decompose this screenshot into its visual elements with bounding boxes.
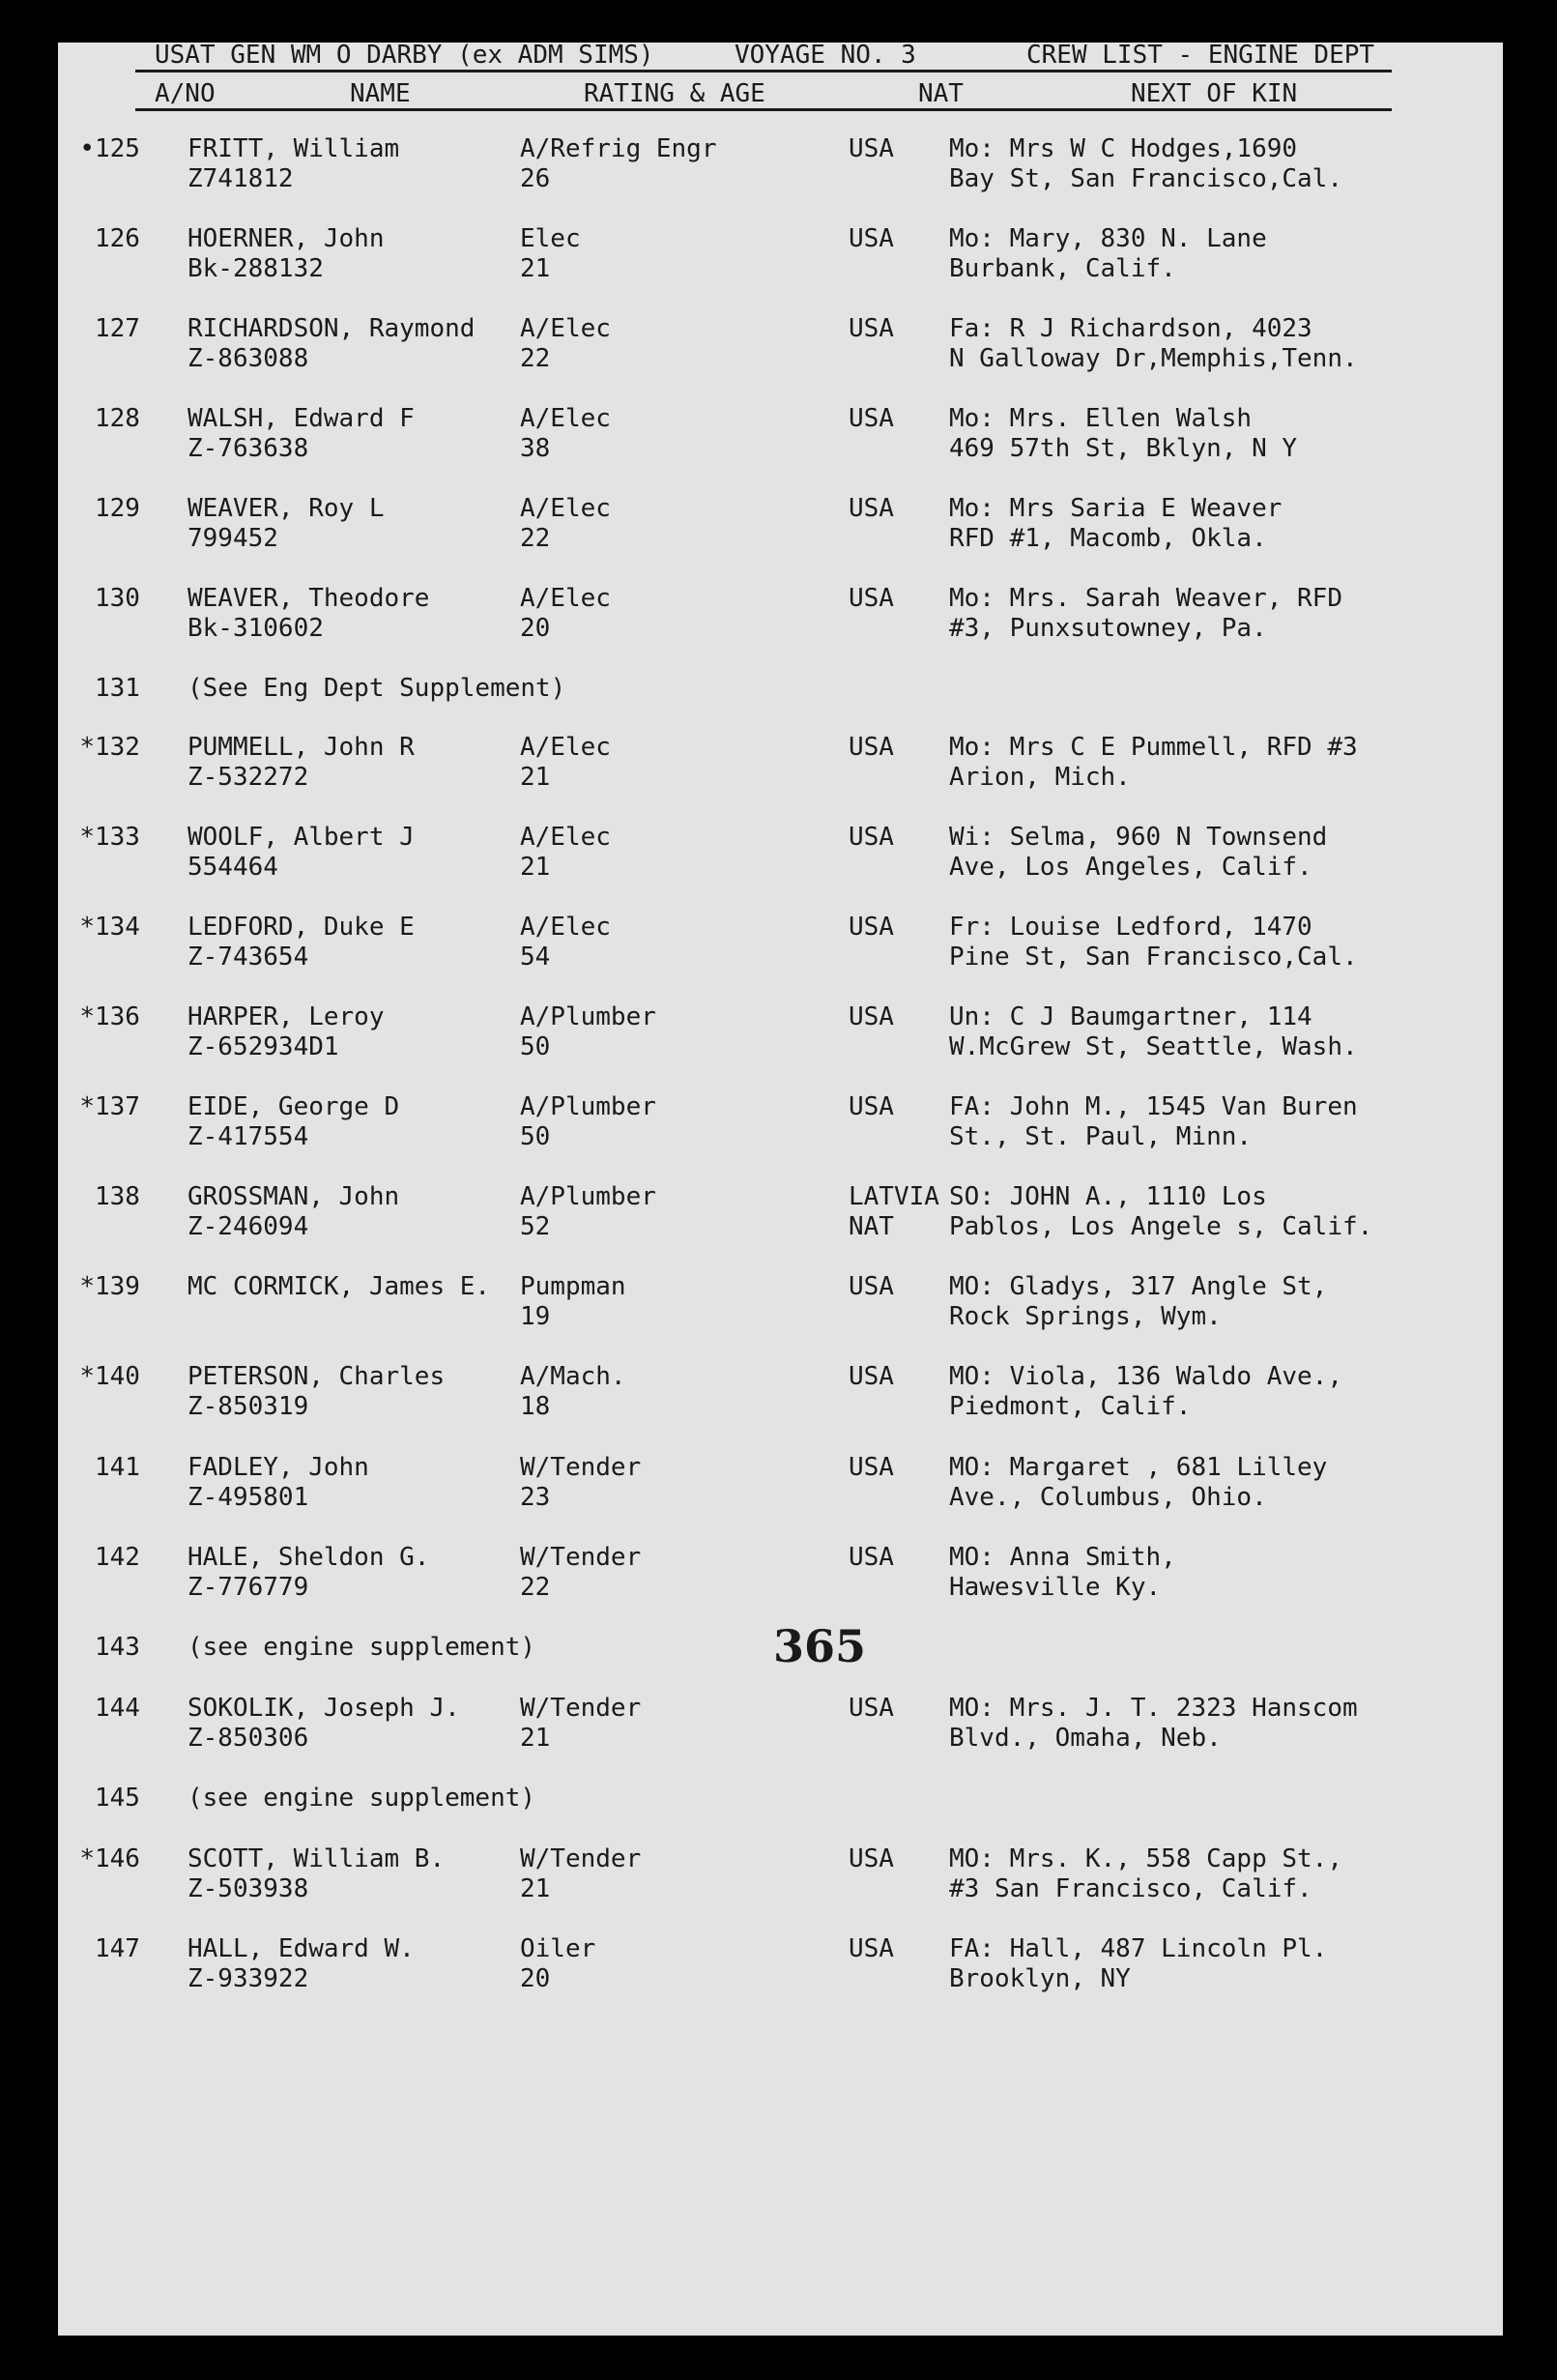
crew-nationality: USA <box>849 1002 894 1031</box>
crew-id: Z-495801 <box>187 1483 309 1512</box>
crew-number: 127 <box>95 314 140 343</box>
crew-number: 134 <box>95 913 140 942</box>
next-of-kin-line-1: FA: John M., 1545 Van Buren <box>949 1092 1358 1121</box>
crew-row <box>0 404 1557 464</box>
crew-number: 143 <box>95 1633 140 1662</box>
crew-name: LEDFORD, Duke E <box>187 913 415 942</box>
row-marker: * <box>79 733 95 762</box>
crew-id: Bk-310602 <box>187 614 324 643</box>
crew-id: Bk-288132 <box>187 254 324 283</box>
crew-row <box>0 1272 1557 1332</box>
crew-id: 799452 <box>187 524 278 553</box>
crew-number: 145 <box>95 1784 140 1813</box>
crew-name: WOOLF, Albert J <box>187 823 415 852</box>
crew-number: 126 <box>95 224 140 253</box>
next-of-kin-line-2: Ave., Columbus, Ohio. <box>949 1483 1267 1512</box>
crew-nationality: USA <box>849 134 894 163</box>
crew-id: Z-652934D1 <box>187 1032 339 1061</box>
next-of-kin-line-1: SO: JOHN A., 1110 Los <box>949 1182 1267 1211</box>
crew-rating: A/Elec <box>520 584 611 613</box>
crew-age: 20 <box>520 614 551 643</box>
next-of-kin-line-2: Rock Springs, Wym. <box>949 1302 1222 1331</box>
crew-rating: A/Plumber <box>520 1182 656 1211</box>
crew-name: SCOTT, William B. <box>187 1844 446 1873</box>
crew-number: 144 <box>95 1694 140 1723</box>
next-of-kin-line-2: Piedmont, Calif. <box>949 1392 1192 1421</box>
next-of-kin-line-1: MO: Viola, 136 Waldo Ave., <box>949 1362 1342 1391</box>
crew-number: 142 <box>95 1543 140 1572</box>
crew-rating: A/Refrig Engr <box>520 134 717 163</box>
crew-nationality: USA <box>849 314 894 343</box>
crew-rating: A/Elec <box>520 823 611 852</box>
row-marker: * <box>79 913 95 942</box>
list-title: CREW LIST - ENGINE DEPT <box>1026 41 1375 70</box>
crew-name: MC CORMICK, James E. <box>187 1272 491 1301</box>
crew-nationality: USA <box>849 494 894 523</box>
crew-number: 133 <box>95 823 140 852</box>
crew-nationality-note: NAT <box>849 1212 894 1241</box>
crew-name: EIDE, George D <box>187 1092 400 1121</box>
crew-age: 54 <box>520 943 551 972</box>
crew-number: 138 <box>95 1182 140 1211</box>
crew-row <box>0 1784 1557 1843</box>
crew-name: WALSH, Edward F <box>187 404 415 433</box>
crew-nationality: USA <box>849 1092 894 1121</box>
crew-row <box>0 913 1557 972</box>
crew-row <box>0 1002 1557 1062</box>
crew-age: 52 <box>520 1212 551 1241</box>
next-of-kin-line-2: Arion, Mich. <box>949 763 1131 792</box>
crew-number: 140 <box>95 1362 140 1391</box>
next-of-kin-line-2: St., St. Paul, Minn. <box>949 1122 1253 1151</box>
voyage-number: VOYAGE NO. 3 <box>735 41 916 70</box>
row-marker: * <box>79 1844 95 1873</box>
crew-id: Z-503938 <box>187 1874 309 1903</box>
crew-row <box>0 823 1557 883</box>
crew-age: 21 <box>520 1874 551 1903</box>
col-no: A/NO <box>155 79 216 108</box>
crew-name: SOKOLIK, Joseph J. <box>187 1694 460 1723</box>
crew-row <box>0 1092 1557 1152</box>
col-kin: NEXT OF KIN <box>1131 79 1298 108</box>
crew-rating: W/Tender <box>520 1844 642 1873</box>
crew-nationality: USA <box>849 1844 894 1873</box>
next-of-kin-line-1: MO: Anna Smith, <box>949 1543 1176 1572</box>
next-of-kin-line-1: FA: Hall, 487 Lincoln Pl. <box>949 1934 1328 1963</box>
crew-row <box>0 1694 1557 1754</box>
crew-id: Z741812 <box>187 164 294 193</box>
crew-id: Z-743654 <box>187 943 309 972</box>
crew-name: HALE, Sheldon G. <box>187 1543 430 1572</box>
crew-id: Z-850319 <box>187 1392 309 1421</box>
crew-age: 26 <box>520 164 551 193</box>
next-of-kin-line-1: Mo: Mrs C E Pummell, RFD #3 <box>949 733 1358 762</box>
crew-number: 141 <box>95 1453 140 1482</box>
crew-age: 22 <box>520 344 551 373</box>
next-of-kin-line-1: MO: Mrs. K., 558 Capp St., <box>949 1844 1342 1873</box>
next-of-kin-line-1: Fa: R J Richardson, 4023 <box>949 314 1312 343</box>
next-of-kin-line-2: Pablos, Los Angele s, Calif. <box>949 1212 1373 1241</box>
row-marker: * <box>79 1092 95 1121</box>
crew-id: Z-776779 <box>187 1573 309 1602</box>
crew-rating: A/Plumber <box>520 1092 656 1121</box>
crew-row <box>0 1453 1557 1513</box>
next-of-kin-line-1: Mo: Mrs W C Hodges,1690 <box>949 134 1298 163</box>
next-of-kin-line-2: #3, Punxsutowney, Pa. <box>949 614 1267 643</box>
col-nat: NAT <box>918 79 964 108</box>
crew-age: 21 <box>520 763 551 792</box>
crew-age: 22 <box>520 1573 551 1602</box>
row-marker: * <box>79 823 95 852</box>
row-marker: * <box>79 1362 95 1391</box>
crew-nationality: USA <box>849 1453 894 1482</box>
crew-number: 128 <box>95 404 140 433</box>
crew-rating: W/Tender <box>520 1453 642 1482</box>
next-of-kin-line-2: #3 San Francisco, Calif. <box>949 1874 1312 1903</box>
next-of-kin-line-1: MO: Mrs. J. T. 2323 Hanscom <box>949 1694 1358 1723</box>
next-of-kin-line-1: MO: Gladys, 317 Angle St, <box>949 1272 1328 1301</box>
crew-age: 38 <box>520 434 551 463</box>
crew-nationality: USA <box>849 913 894 942</box>
crew-name: GROSSMAN, John <box>187 1182 400 1211</box>
crew-age: 20 <box>520 1964 551 1993</box>
crew-row <box>0 134 1557 194</box>
crew-name: HOERNER, John <box>187 224 385 253</box>
next-of-kin-line-1: Mo: Mrs Saria E Weaver <box>949 494 1283 523</box>
crew-age: 23 <box>520 1483 551 1512</box>
crew-nationality: USA <box>849 404 894 433</box>
crew-number: 136 <box>95 1002 140 1031</box>
crew-rating: Pumpman <box>520 1272 626 1301</box>
crew-row <box>0 733 1557 793</box>
crew-rating: W/Tender <box>520 1694 642 1723</box>
crew-rating: A/Mach. <box>520 1362 626 1391</box>
crew-name: WEAVER, Roy L <box>187 494 385 523</box>
crew-row <box>0 1543 1557 1603</box>
crew-nationality: USA <box>849 224 894 253</box>
crew-rating: A/Elec <box>520 733 611 762</box>
crew-id: Z-850306 <box>187 1724 309 1753</box>
row-marker: * <box>79 1272 95 1301</box>
crew-rating: A/Elec <box>520 404 611 433</box>
crew-name: HALL, Edward W. <box>187 1934 415 1963</box>
crew-nationality: USA <box>849 584 894 613</box>
next-of-kin-line-2: Blvd., Omaha, Neb. <box>949 1724 1222 1753</box>
crew-name: FRITT, William <box>187 134 400 163</box>
crew-rating: A/Elec <box>520 494 611 523</box>
crew-nationality: LATVIA <box>849 1182 939 1211</box>
crew-nationality: USA <box>849 1543 894 1572</box>
crew-nationality: USA <box>849 1272 894 1301</box>
col-name: NAME <box>350 79 411 108</box>
crew-age: 50 <box>520 1032 551 1061</box>
crew-age: 21 <box>520 1724 551 1753</box>
crew-age: 18 <box>520 1392 551 1421</box>
crew-age: 21 <box>520 853 551 882</box>
crew-number: 129 <box>95 494 140 523</box>
next-of-kin-line-1: Mo: Mary, 830 N. Lane <box>949 224 1267 253</box>
crew-nationality: USA <box>849 1362 894 1391</box>
crew-row <box>0 1934 1557 1994</box>
row-marker: * <box>79 1002 95 1031</box>
page-number: 365 <box>773 1620 867 1672</box>
next-of-kin-line-1: Mo: Mrs. Ellen Walsh <box>949 404 1253 433</box>
crew-number: 125 <box>95 134 140 163</box>
crew-row <box>0 224 1557 284</box>
crew-rating: Elec <box>520 224 581 253</box>
crew-nationality: USA <box>849 1934 894 1963</box>
crew-id: Z-246094 <box>187 1212 309 1241</box>
next-of-kin-line-2: Pine St, San Francisco,Cal. <box>949 943 1358 972</box>
next-of-kin-line-2: Hawesville Ky. <box>949 1573 1162 1602</box>
next-of-kin-line-2: N Galloway Dr,Memphis,Tenn. <box>949 344 1358 373</box>
crew-rating: A/Elec <box>520 314 611 343</box>
crew-nationality: USA <box>849 823 894 852</box>
crew-age: 21 <box>520 254 551 283</box>
crew-id: Z-933922 <box>187 1964 309 1993</box>
crew-row <box>0 1182 1557 1242</box>
crew-name: FADLEY, John <box>187 1453 369 1482</box>
crew-number: 146 <box>95 1844 140 1873</box>
crew-number: 131 <box>95 674 140 703</box>
crew-rating: W/Tender <box>520 1543 642 1572</box>
crew-id: Z-532272 <box>187 763 309 792</box>
next-of-kin-line-2: Ave, Los Angeles, Calif. <box>949 853 1312 882</box>
crew-name: (See Eng Dept Supplement) <box>187 674 566 703</box>
crew-name: RICHARDSON, Raymond <box>187 314 476 343</box>
crew-name: PUMMELL, John R <box>187 733 415 762</box>
next-of-kin-line-1: MO: Margaret , 681 Lilley <box>949 1453 1328 1482</box>
crew-number: 132 <box>95 733 140 762</box>
next-of-kin-line-2: Bay St, San Francisco,Cal. <box>949 164 1342 193</box>
next-of-kin-line-2: Burbank, Calif. <box>949 254 1176 283</box>
crew-age: 22 <box>520 524 551 553</box>
next-of-kin-line-2: 469 57th St, Bklyn, N Y <box>949 434 1298 463</box>
next-of-kin-line-1: Un: C J Baumgartner, 114 <box>949 1002 1312 1031</box>
crew-id: Z-417554 <box>187 1122 309 1151</box>
next-of-kin-line-1: Wi: Selma, 960 N Townsend <box>949 823 1328 852</box>
next-of-kin-line-1: Mo: Mrs. Sarah Weaver, RFD <box>949 584 1342 613</box>
next-of-kin-line-1: Fr: Louise Ledford, 1470 <box>949 913 1312 942</box>
crew-row <box>0 1844 1557 1904</box>
crew-name: HARPER, Leroy <box>187 1002 385 1031</box>
crew-number: 139 <box>95 1272 140 1301</box>
crew-rating: A/Elec <box>520 913 611 942</box>
crew-name: (see engine supplement) <box>187 1784 536 1813</box>
crew-rating: A/Plumber <box>520 1002 656 1031</box>
crew-age: 19 <box>520 1302 551 1331</box>
crew-row <box>0 1362 1557 1422</box>
crew-name: PETERSON, Charles <box>187 1362 446 1391</box>
crew-name: (see engine supplement) <box>187 1633 536 1662</box>
next-of-kin-line-2: W.McGrew St, Seattle, Wash. <box>949 1032 1358 1061</box>
crew-number: 130 <box>95 584 140 613</box>
col-rating: RATING & AGE <box>584 79 765 108</box>
crew-row <box>0 674 1557 734</box>
crew-row <box>0 494 1557 554</box>
crew-id: 554464 <box>187 853 278 882</box>
next-of-kin-line-2: RFD #1, Macomb, Okla. <box>949 524 1267 553</box>
next-of-kin-line-2: Brooklyn, NY <box>949 1964 1131 1993</box>
crew-nationality: USA <box>849 1694 894 1723</box>
crew-nationality: USA <box>849 733 894 762</box>
crew-number: 137 <box>95 1092 140 1121</box>
crew-age: 50 <box>520 1122 551 1151</box>
crew-number: 147 <box>95 1934 140 1963</box>
crew-name: WEAVER, Theodore <box>187 584 430 613</box>
crew-rating: Oiler <box>520 1934 596 1963</box>
column-rule <box>135 108 1392 111</box>
crew-id: Z-763638 <box>187 434 309 463</box>
crew-id: Z-863088 <box>187 344 309 373</box>
header-rule <box>135 70 1392 73</box>
ship-title: USAT GEN WM O DARBY (ex ADM SIMS) <box>155 41 654 70</box>
row-marker: • <box>79 134 95 163</box>
crew-row <box>0 584 1557 644</box>
crew-row <box>0 314 1557 374</box>
